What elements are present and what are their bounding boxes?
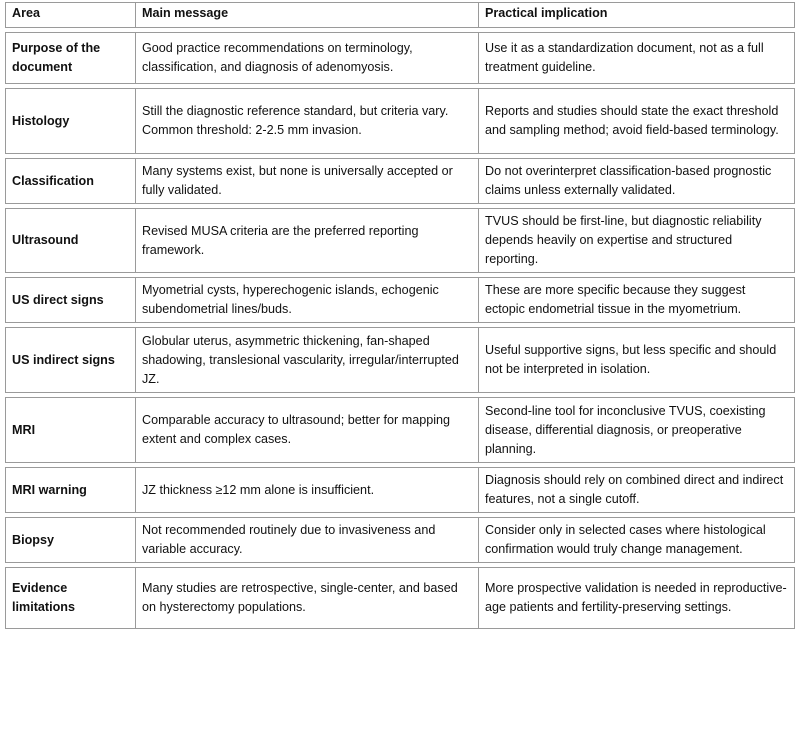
table-body [5,32,795,629]
cell-main-message: Good practice recommendations on terminology, classification, and diagnosis of adenomyosis. [135,32,478,84]
cell-practical-implication: Do not overinterpret classification-based prognostic claims unless externally validated. [478,158,795,204]
table-row [5,277,795,323]
cell-main-message: Not recommended routinely due to invasiveness and variable accuracy. [135,517,478,563]
table-row [5,208,795,273]
cell-practical-implication: Reports and studies should state the exact threshold and sampling method; avoid field-based terminology. [478,88,795,154]
cell-area: Histology [5,88,135,154]
cell-main-message: JZ thickness ≥12 mm alone is insufficient. [135,467,478,513]
table-header [5,2,795,28]
cell-area: Ultrasound [5,208,135,273]
table-row [5,567,795,629]
cell-main-message: Revised MUSA criteria are the preferred reporting framework. [135,208,478,273]
header-main-message: Main message [135,2,478,28]
cell-main-message: Comparable accuracy to ultrasound; better for mapping extent and complex cases. [135,397,478,463]
cell-area: MRI [5,397,135,463]
cell-main-message: Globular uterus, asymmetric thickening, fan-shaped shadowing, translesional vascularity, irregular/interrupted JZ. [135,327,478,393]
cell-practical-implication: Second-line tool for inconclusive TVUS, coexisting disease, differential diagnosis, or preoperative planning. [478,397,795,463]
table-row [5,88,795,154]
cell-area: US indirect signs [5,327,135,393]
table-row [5,517,795,563]
cell-area: Purpose of the document [5,32,135,84]
cell-practical-implication: Useful supportive signs, but less specific and should not be interpreted in isolation. [478,327,795,393]
cell-practical-implication: More prospective validation is needed in reproductive-age patients and fertility-preserving settings. [478,567,795,629]
table-row [5,467,795,513]
cell-area: US direct signs [5,277,135,323]
header-area: Area [5,2,135,28]
cell-practical-implication: Diagnosis should rely on combined direct and indirect features, not a single cutoff. [478,467,795,513]
cell-main-message: Many studies are retrospective, single-center, and based on hysterectomy populations. [135,567,478,629]
cell-main-message: Still the diagnostic reference standard, but criteria vary. Common threshold: 2-2.5 mm invasion. [135,88,478,154]
summary-table [5,0,795,633]
cell-main-message: Many systems exist, but none is universally accepted or fully validated. [135,158,478,204]
cell-practical-implication: TVUS should be first-line, but diagnostic reliability depends heavily on expertise and structured reporting. [478,208,795,273]
table-row [5,397,795,463]
cell-practical-implication: These are more specific because they suggest ectopic endometrial tissue in the myometrium. [478,277,795,323]
cell-area: Evidence limitations [5,567,135,629]
cell-area: MRI warning [5,467,135,513]
cell-practical-implication: Consider only in selected cases where histological confirmation would truly change management. [478,517,795,563]
table-row [5,327,795,393]
table-row [5,158,795,204]
cell-practical-implication: Use it as a standardization document, not as a full treatment guideline. [478,32,795,84]
header-practical-implication: Practical implication [478,2,795,28]
table-row [5,32,795,84]
cell-main-message: Myometrial cysts, hyperechogenic islands, echogenic subendometrial lines/buds. [135,277,478,323]
header-row [5,2,795,28]
summary-table-container [5,0,795,633]
cell-area: Classification [5,158,135,204]
cell-area: Biopsy [5,517,135,563]
